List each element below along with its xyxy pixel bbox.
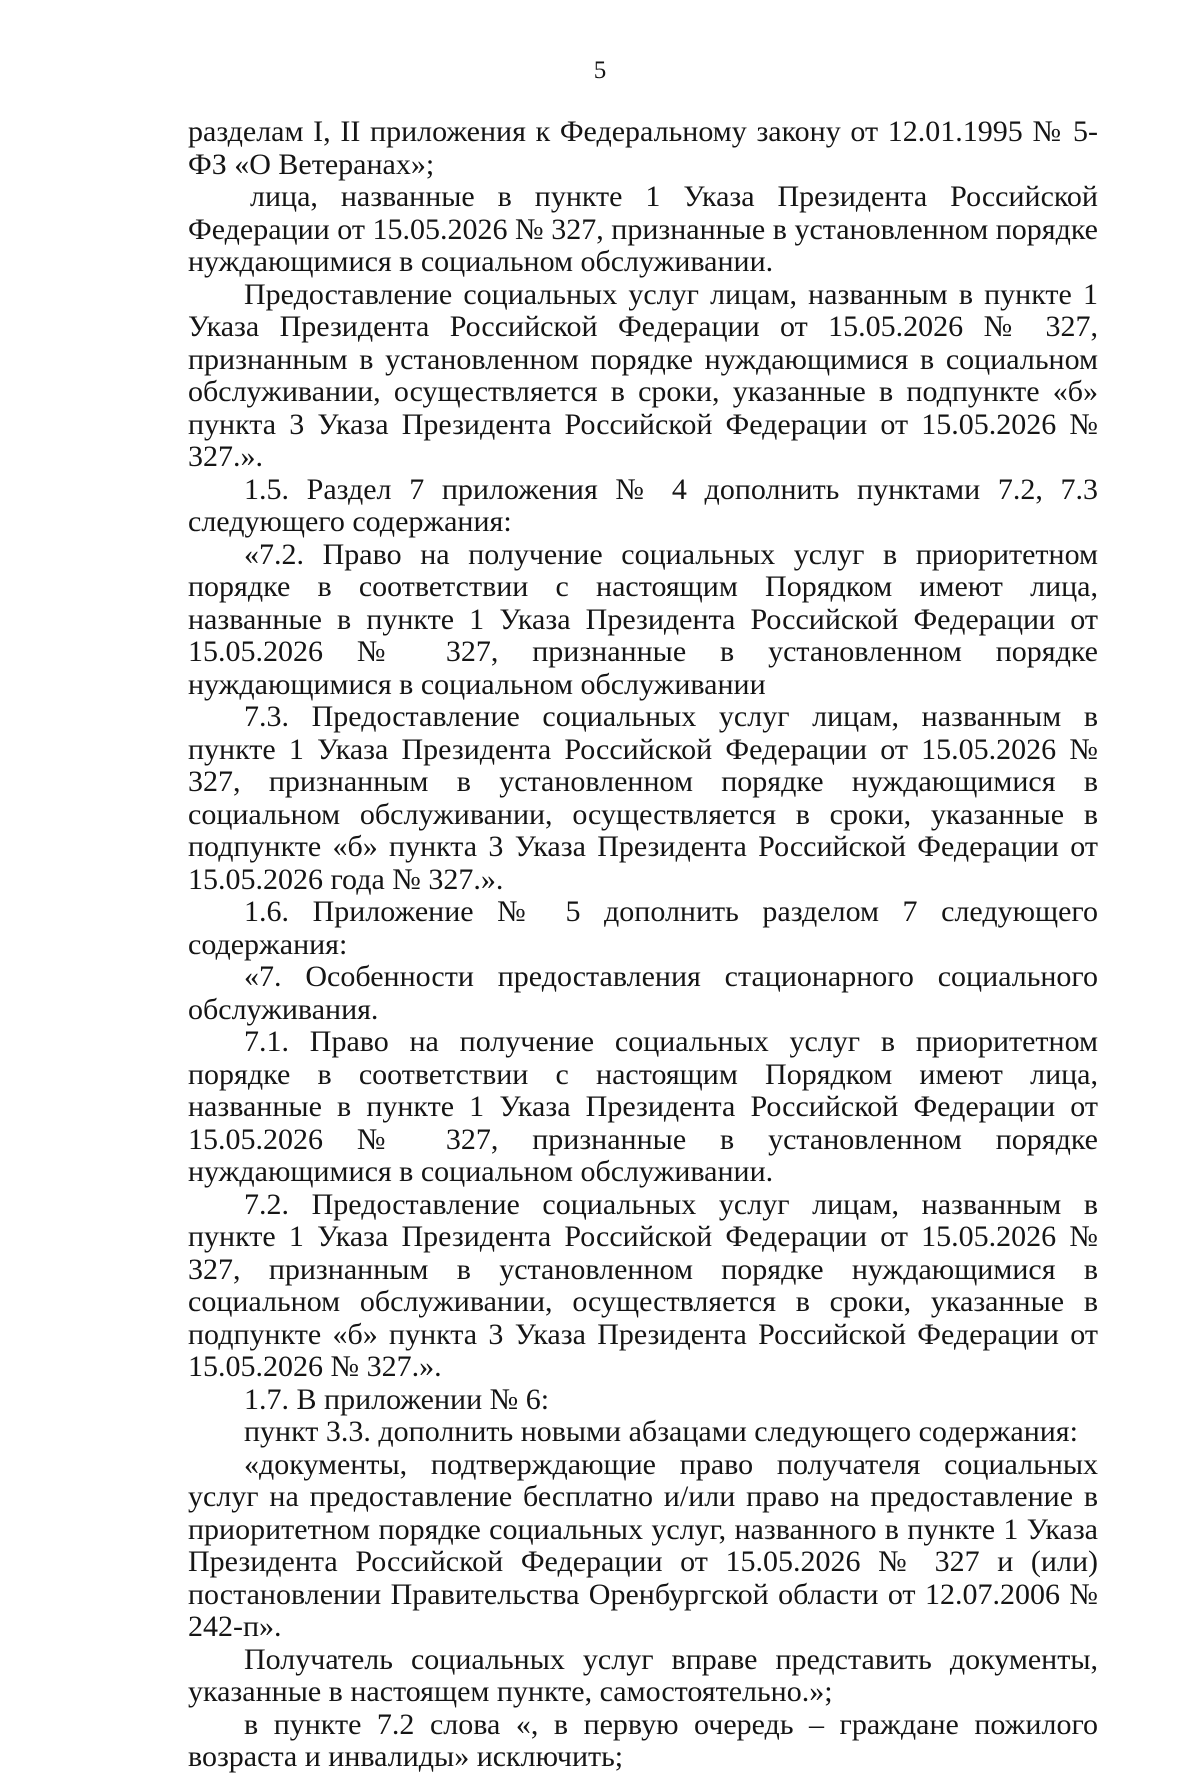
paragraph: Получатель социальных услуг вправе представить документы, указанные в настоящем пункте, самостоятельно.»; <box>188 1642 1098 1708</box>
paragraph: 1.5. Раздел 7 приложения № 4 дополнить пунктами 7.2, 7.3 следующего содержания: <box>188 472 1098 538</box>
paragraph: «7.2. Право на получение социальных услуг в приоритетном порядке в соответствии с настоящим Порядком имеют лица, названные в пункте 1 Указа Президента Российской Федерации от 15.05.2026 № 327, признанные в установленном порядке нуждающимися в социальном обслуживании <box>188 537 1098 701</box>
paragraph: Предоставление социальных услуг лицам, названным в пункте 1 Указа Президента Российской Федерации от 15.05.2026 № 327, признанным в установленном порядке нуждающимися в социальном обслуживании, осуществляется в сроки, указанные в подпункте «б» пункта 3 Указа Президента Российской Федерации от 15.05.2026 № 327.». <box>188 277 1098 473</box>
document-body <box>188 116 1098 1774</box>
paragraph: 7.1. Право на получение социальных услуг в приоритетном порядке в соответствии с настоящим Порядком имеют лица, названные в пункте 1 Указа Президента Российской Федерации от 15.05.2026 № 327, признанные в установленном порядке нуждающимися в социальном обслуживании. <box>188 1025 1098 1188</box>
paragraph: разделам I, II приложения к Федеральному закону от 12.01.1995 № 5-ФЗ «О Ветеранах»; <box>188 115 1098 181</box>
page-number: 5 <box>593 57 607 84</box>
paragraph: пункт 3.3. дополнить новыми абзацами следующего содержания: <box>244 1415 1078 1448</box>
paragraph: 7.3. Предоставление социальных услуг лицам, названным в пункте 1 Указа Президента Российской Федерации от 15.05.2026 № 327, признанным в установленном порядке нуждающимися в социальном обслуживании, осуществляется в сроки, указанные в подпункте «б» пункта 3 Указа Президента Российской Федерации от 15.05.2026 года № 327.». <box>188 700 1098 896</box>
paragraph: «7. Особенности предоставления стационарного социального обслуживания. <box>188 960 1098 1026</box>
paragraph: 1.7. В приложении № 6: <box>244 1382 550 1416</box>
paragraph: лица, названные в пункте 1 Указа Президента Российской Федерации от 15.05.2026 № 327, признанные в установленном порядке нуждающимися в социальном обслуживании. <box>188 180 1098 278</box>
paragraph: «документы, подтверждающие право получателя социальных услуг на предоставление бесплатно и/или право на предоставление в приоритетном порядке социальных услуг, названного в пункте 1 Указа Президента Российской Федерации от 15.05.2026 № 327 и (или) постановлении Правительства Оренбургской области от 12.07.2006 № 242-п». <box>188 1447 1098 1643</box>
paragraph: 1.6. Приложение № 5 дополнить разделом 7 следующего содержания: <box>188 895 1098 961</box>
paragraph: 7.2. Предоставление социальных услуг лицам, названным в пункте 1 Указа Президента Российской Федерации от 15.05.2026 № 327, признанным в установленном порядке нуждающимися в социальном обслуживании, осуществляется в сроки, указанные в подпункте «б» пункта 3 Указа Президента Российской Федерации от 15.05.2026 № 327.». <box>188 1187 1098 1383</box>
paragraph: в пункте 7.2 слова «, в первую очередь – граждане пожилого возраста и инвалиды» исключить; <box>188 1707 1098 1773</box>
